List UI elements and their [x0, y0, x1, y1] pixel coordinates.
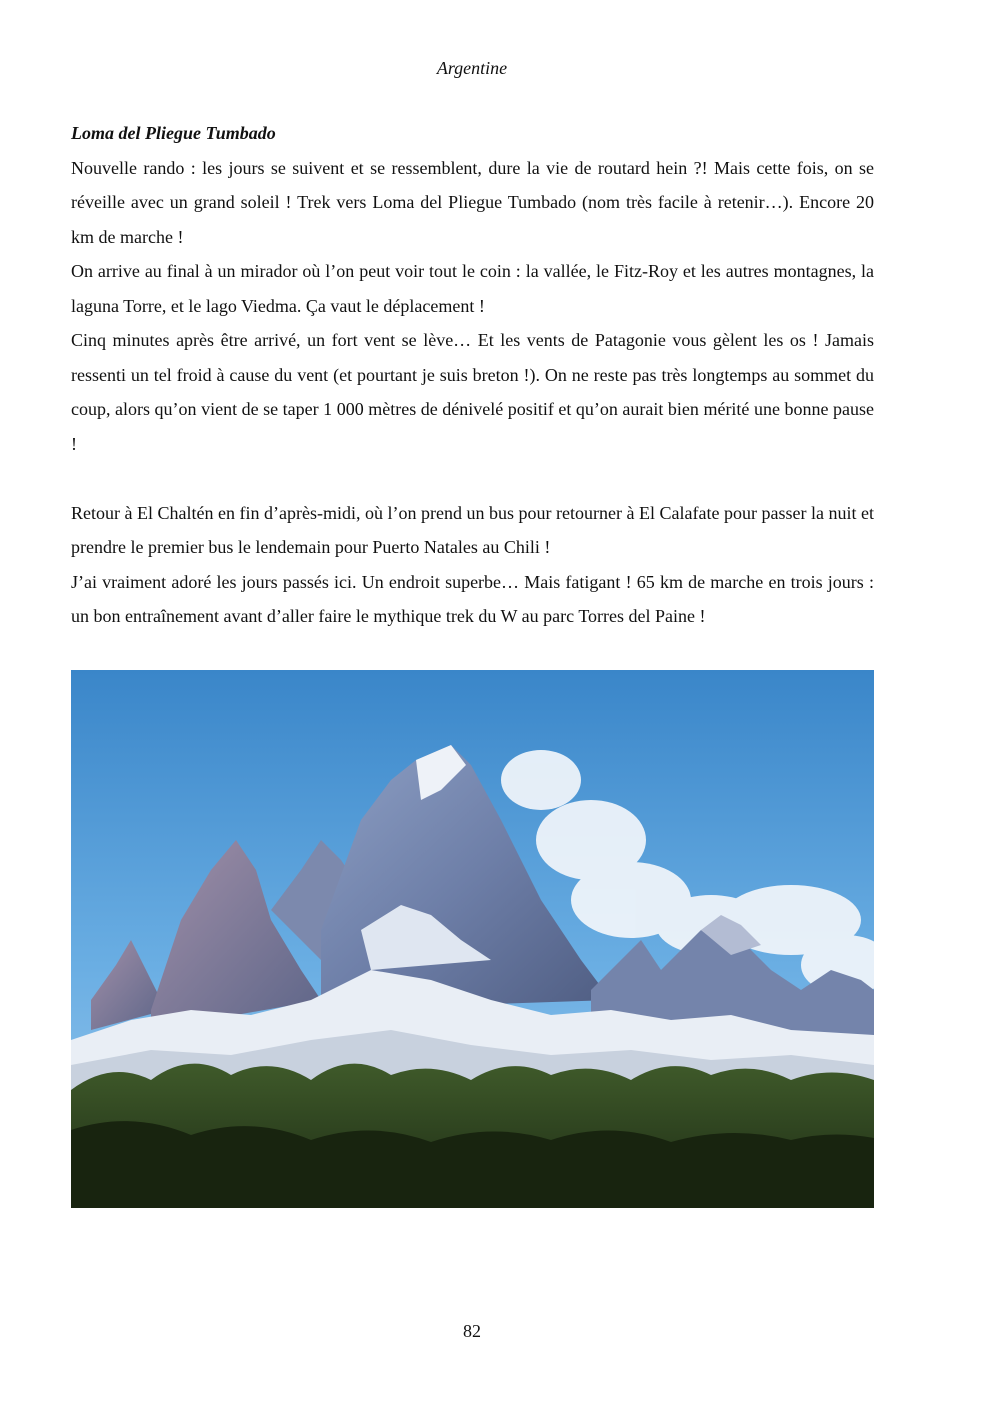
paragraph-1: Nouvelle rando : les jours se suivent et se ressemblent, dure la vie de routard hein ?! Mais cette fois, on se réveille avec un grand soleil ! Trek vers Loma del Pliegue Tumbado (nom très facile à retenir…). Encore 20 km de marche !	[71, 157, 874, 247]
article-body	[71, 116, 874, 634]
paragraph-spacer	[71, 461, 874, 496]
section-title: Loma del Pliegue Tumbado	[71, 123, 276, 143]
paragraph-3: Cinq minutes après être arrivé, un fort vent se lève… Et les vents de Patagonie vous gèlent les os ! Jamais ressenti un tel froid à cause du vent (et pourtant je suis breton !). On ne reste pas très longtemps au sommet du coup, alors qu’on vient de se taper 1 000 mètres de dénivelé positif et qu’on aurait bien mérité une bonne pause !	[71, 330, 874, 454]
paragraph-4: Retour à El Chaltén en fin d’après-midi, où l’on prend un bus pour retourner à El Calafate pour passer la nuit et prendre le premier bus le lendemain pour Puerto Natales au Chili !	[71, 502, 874, 557]
mountain-photo	[71, 670, 874, 1208]
paragraph-2: On arrive au final à un mirador où l’on peut voir tout le coin : la vallée, le Fitz-Roy et les autres montagnes, la laguna Torre, et le lago Viedma. Ça vaut le déplacement !	[71, 261, 874, 316]
forest	[71, 1064, 874, 1208]
paragraph-5: J’ai vraiment adoré les jours passés ici. Un endroit superbe… Mais fatigant ! 65 km de marche en trois jours : un bon entraînement avant d’aller faire le mythique trek du W au parc Torres del Paine !	[71, 571, 874, 626]
page-number: 82	[463, 1321, 481, 1341]
running-header: Argentine	[436, 58, 508, 78]
